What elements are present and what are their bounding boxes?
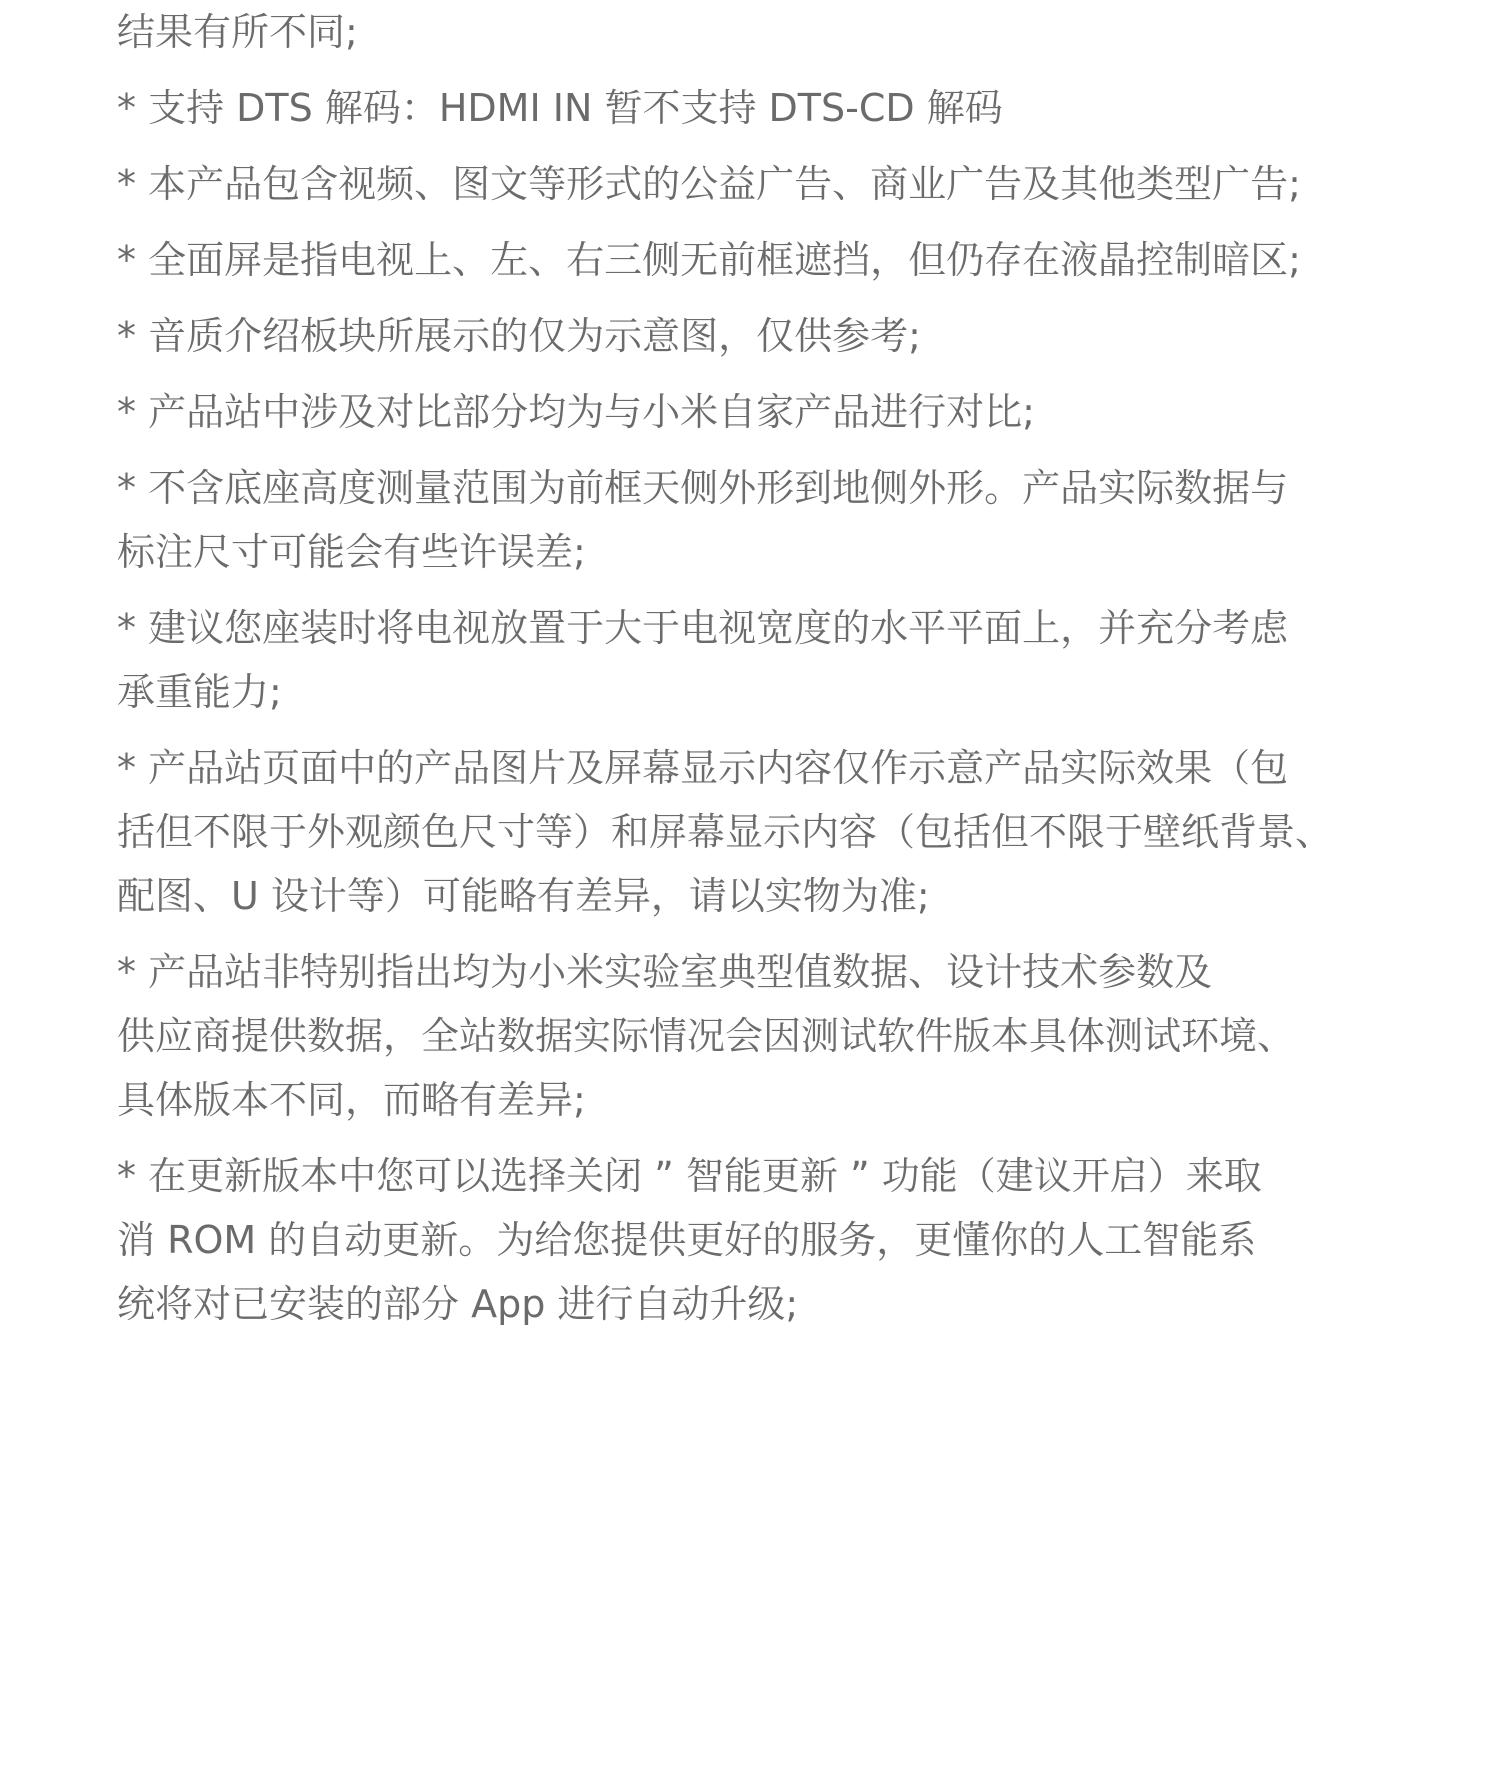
note-line: 消 ROM 的自动更新。为给您提供更好的服务，更懂你的人工智能系 — [117, 1218, 1257, 1262]
note-7 — [117, 596, 1417, 724]
note-6 — [117, 456, 1417, 584]
note-line: * 不含底座高度测量范围为前框天侧外形到地侧外形。产品实际数据与 — [117, 466, 1289, 510]
note-line: 供应商提供数据，全站数据实际情况会因测试软件版本具体测试环境、 — [117, 1014, 1296, 1058]
note-line: * 建议您座装时将电视放置于大于电视宽度的水平平面上，并充分考虑 — [117, 606, 1289, 650]
note-line: 具体版本不同，而略有差异; — [117, 1078, 586, 1122]
note-line: * 支持 DTS 解码：HDMI IN 暂不支持 DTS-CD 解码 — [117, 86, 1003, 130]
note-3 — [117, 228, 1417, 292]
note-line: * 产品站非特别指出均为小米实验室典型值数据、设计技术参数及 — [117, 950, 1213, 994]
note-10 — [117, 1144, 1417, 1336]
note-line: * 本产品包含视频、图文等形式的公益广告、商业广告及其他类型广告; — [117, 162, 1301, 206]
note-0 — [117, 0, 1417, 64]
note-line: * 全面屏是指电视上、左、右三侧无前框遮挡，但仍存在液晶控制暗区; — [117, 238, 1301, 282]
note-line: * 产品站中涉及对比部分均为与小米自家产品进行对比; — [117, 390, 1035, 434]
note-line: 配图、U 设计等）可能略有差异，请以实物为准; — [117, 874, 930, 918]
note-line: 括但不限于外观颜色尺寸等）和屏幕显示内容（包括但不限于壁纸背景、 — [117, 810, 1334, 854]
disclaimer-notes — [117, 0, 1417, 1348]
note-line: 统将对已安装的部分 App 进行自动升级; — [117, 1282, 799, 1326]
note-line: * 音质介绍板块所展示的仅为示意图，仅供参考; — [117, 314, 921, 358]
note-line: 标注尺寸可能会有些许误差; — [117, 530, 586, 574]
note-line: 结果有所不同; — [117, 10, 358, 54]
note-4 — [117, 304, 1417, 368]
note-8 — [117, 736, 1417, 928]
note-9 — [117, 940, 1417, 1132]
note-5 — [117, 380, 1417, 444]
note-line: 承重能力; — [117, 670, 282, 714]
note-1 — [117, 76, 1417, 140]
note-line: * 在更新版本中您可以选择关闭 ” 智能更新 ” 功能（建议开启）来取 — [117, 1154, 1262, 1198]
note-2 — [117, 152, 1417, 216]
note-line: * 产品站页面中的产品图片及屏幕显示内容仅作示意产品实际效果（包 — [117, 746, 1289, 790]
